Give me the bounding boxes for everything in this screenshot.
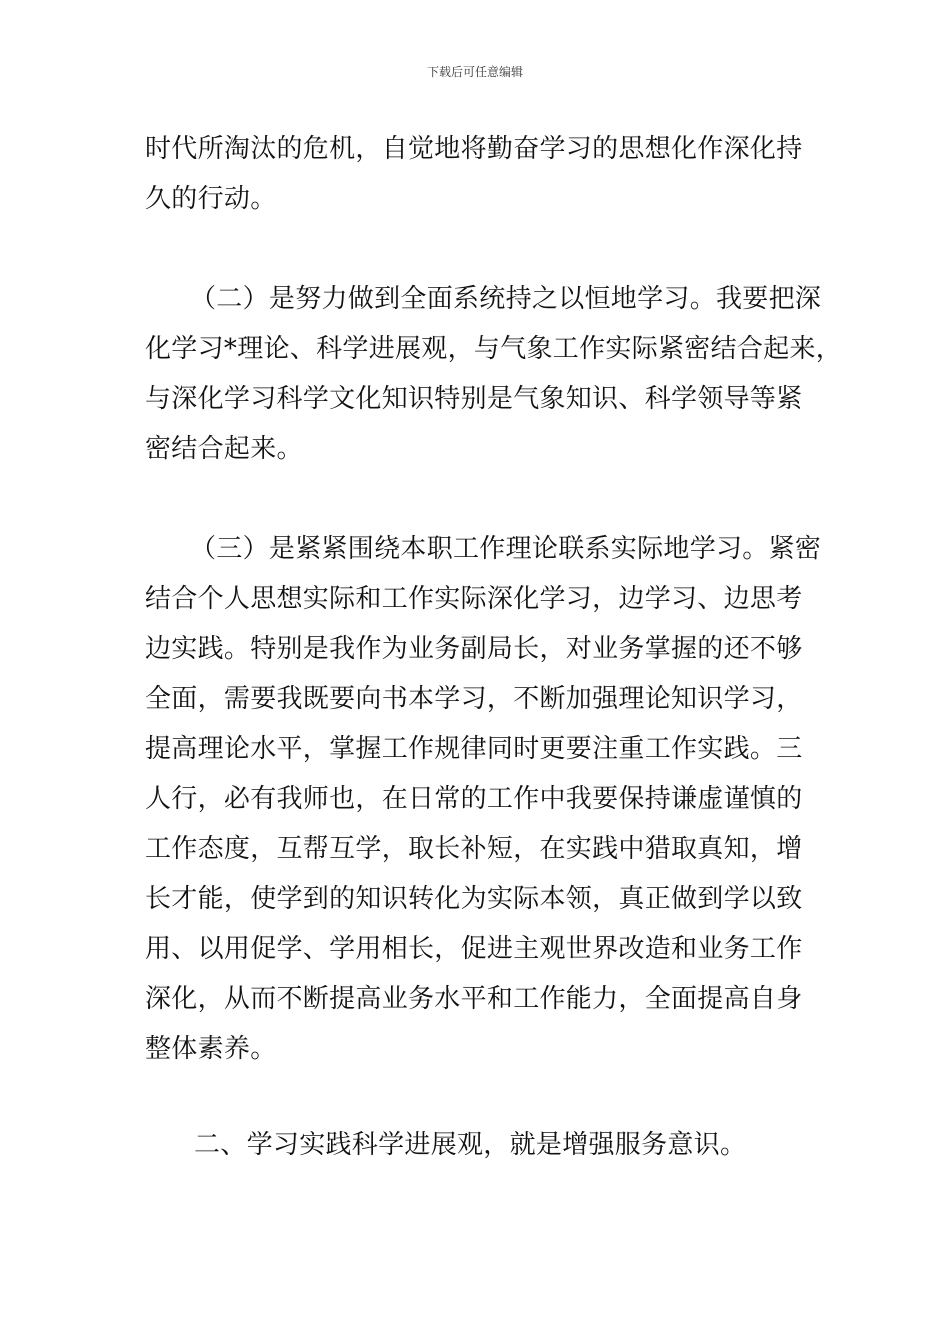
- text-line: 密结合起来。: [145, 434, 303, 464]
- text-line: 结合个人思想实际和工作实际深化学习，边学习、边思考: [145, 584, 803, 614]
- text-line: 边实践。特别是我作为业务副局长，对业务掌握的还不够: [145, 634, 803, 664]
- page-header-note: 下载后可任意编辑: [426, 65, 523, 79]
- section-heading: 二、学习实践科学进展观，就是增强服务意识。: [194, 1130, 747, 1160]
- text-line: 全面，需要我既要向书本学习，不断加强理论知识学习，: [145, 684, 803, 714]
- text-line: 用、以用促学、学用相长，促进主观世界改造和业务工作: [145, 934, 803, 964]
- paragraph-first-line: （三）是紧紧围绕本职工作理论联系实际地学习。紧密: [190, 534, 822, 564]
- text-line: 提高理论水平，掌握工作规律同时更要注重工作实践。三: [145, 734, 803, 764]
- text-line: 与深化学习科学文化知识特别是气象知识、科学领导等紧: [145, 384, 803, 414]
- text-line: 工作态度，互帮互学，取长补短，在实践中猎取真知，增: [145, 834, 803, 864]
- text-line: 整体素养。: [145, 1034, 277, 1064]
- text-line: 人行，必有我师也，在日常的工作中我要保持谦虚谨慎的: [145, 784, 803, 814]
- text-line: 化学习*理论、科学进展观，与气象工作实际紧密结合起来，: [145, 334, 843, 364]
- text-line: 时代所淘汰的危机，自觉地将勤奋学习的思想化作深化持: [145, 134, 803, 164]
- text-line: 长才能，使学到的知识转化为实际本领，真正做到学以致: [145, 884, 803, 914]
- text-line: 久的行动。: [145, 184, 277, 214]
- text-line: 深化，从而不断提高业务水平和工作能力，全面提高自身: [145, 984, 803, 1014]
- paragraph-first-line: （二）是努力做到全面系统持之以恒地学习。我要把深: [190, 284, 822, 314]
